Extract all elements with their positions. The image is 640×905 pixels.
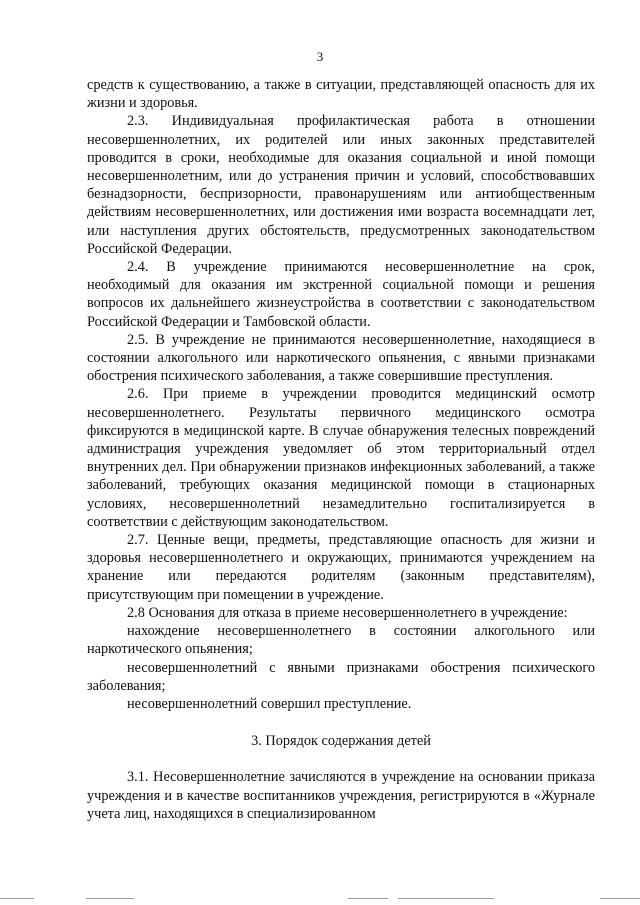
paragraph: нахождение несовершеннолетнего в состоянии алкогольного или наркотического опьянения; [87, 623, 595, 658]
paragraph: средств к существованию, а также в ситуации, представляющей опасность для их жизни и здоровья. [87, 77, 595, 112]
scan-artifact [348, 898, 388, 899]
paragraph: 2.8 Основания для отказа в приеме несовершеннолетнего в учреждение: [127, 604, 568, 621]
page-number: 3 [316, 49, 324, 64]
paragraph: несовершеннолетний совершил преступление. [127, 695, 412, 712]
scan-artifact [398, 898, 494, 899]
paragraph: 2.3. Индивидуальная профилактическая работа в отношении несовершеннолетних, их родителей или иных законных представителей проводится в сроки, необходимые для оказания социальной и иной помощи несовершеннолетним, или до устранения причин и условий, способствовавших безнадзорности, беспризорности, правонарушениям или антиобщественным действиям несовершеннолетних, или достижения ими возраста восемнадцати лет, или наступления других обстоятельств, предусмотренных законодательством Российской Федерации. [87, 113, 595, 257]
paragraph: 3.1. Несовершеннолетние зачисляются в учреждение на основании приказа учреждения и в качестве воспитанников учреждения, регистрируются в «Журнале учета лиц, находящихся в специализированном [87, 769, 595, 822]
section-heading: 3. Порядок содержания детей [251, 733, 431, 750]
section-3-text [87, 768, 595, 823]
scan-artifact [600, 898, 640, 899]
document-body [87, 76, 595, 823]
paragraph: 2.7. Ценные вещи, предметы, представляющие опасность для жизни и здоровья несовершеннолетнего и окружающих, принимаются учреждением на хранение или передаются родителям (законным представителям), присутствующим при помещении в учреждение. [87, 532, 595, 603]
section-2-text [87, 76, 595, 713]
paragraph: 2.5. В учреждение не принимаются несовершеннолетние, находящиеся в состоянии алкогольного или наркотического опьянения, с явными признаками обострения психического заболевания, а также совершившие преступления. [87, 331, 595, 385]
paragraph: 2.6. При приеме в учреждении проводится медицинский осмотр несовершеннолетнего. Результаты первичного медицинского осмотра фиксируются в медицинской карте. В случае обнаружения телесных повреждений администрация учреждения уведомляет об этом территориальный отдел внутренних дел. При обнаружении признаков инфекционных заболеваний, а также заболеваний, требующих оказания медицинской помощи в стационарных условиях, несовершеннолетний незамедлительно госпитализируется в соответствии с действующим законодательством. [87, 386, 595, 530]
scan-artifact [86, 898, 134, 899]
scan-artifact [0, 898, 34, 899]
paragraph: 2.4. В учреждение принимаются несовершеннолетние на срок, необходимый для оказания им экстренной социальной помощи и решения вопросов их дальнейшего жизнеустройства в соответствии с законодательством Российской Федерации и Тамбовской области. [87, 259, 595, 330]
paragraph: несовершеннолетний с явными признаками обострения психического заболевания; [87, 659, 595, 694]
